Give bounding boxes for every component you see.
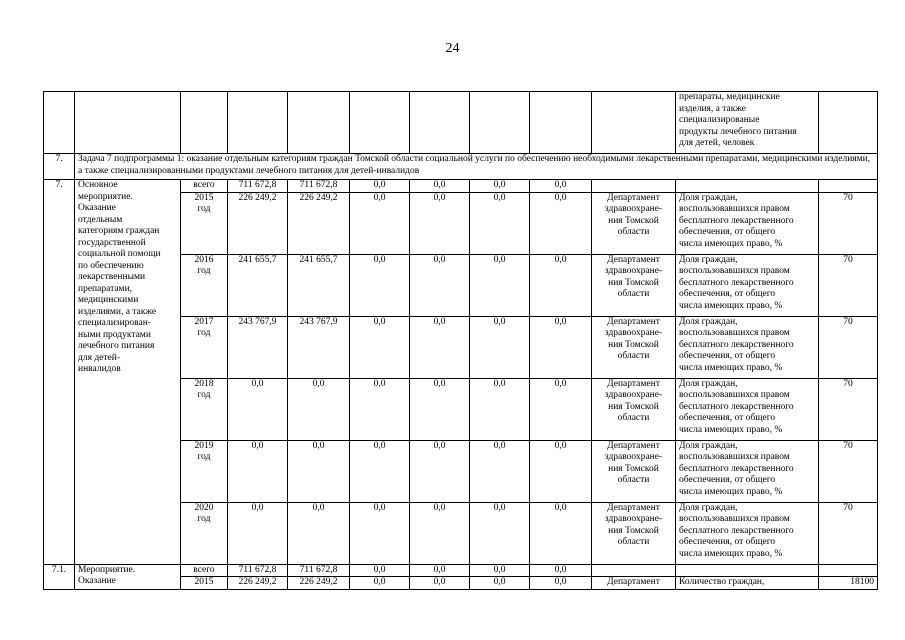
value-cell: 0,0 — [410, 440, 470, 502]
executor-cell: Департамент здравоохране- ния Томской области — [592, 440, 676, 502]
period-label: всего — [181, 564, 228, 577]
executor-cell: Департамент здравоохране- ния Томской области — [592, 502, 676, 564]
year-cell: 2017 год — [181, 316, 228, 378]
indicator-value: 70 — [819, 440, 878, 502]
value-cell: 0,0 — [470, 316, 530, 378]
value-cell: 0,0 — [530, 564, 592, 577]
value-cell: 0,0 — [350, 254, 410, 316]
value-cell: 0,0 — [228, 502, 288, 564]
measure-total-row — [44, 180, 878, 193]
indicator-cell: Количество граждан, — [676, 577, 819, 590]
value-cell: 0,0 — [288, 378, 350, 440]
value-cell: 0,0 — [470, 254, 530, 316]
indicator-cell: Доля граждан, воспользовавшихся правом бесплатного лекарственного обеспечения, от общего числа имеющих право, % — [676, 192, 819, 254]
value-cell: 0,0 — [530, 192, 592, 254]
value-cell: 711 672,8 — [228, 564, 288, 577]
value-cell: 0,0 — [530, 180, 592, 193]
value-cell: 0,0 — [530, 254, 592, 316]
task-row — [44, 154, 878, 180]
value-cell: 0,0 — [470, 378, 530, 440]
value-cell: 0,0 — [470, 564, 530, 577]
value-cell: 0,0 — [530, 378, 592, 440]
value-cell: 241 655,7 — [288, 254, 350, 316]
sub-measure-number: 7.1. — [44, 564, 75, 589]
value-cell: 0,0 — [410, 502, 470, 564]
value-cell: 0,0 — [350, 502, 410, 564]
indicator-cell: Доля граждан, воспользовавшихся правом бесплатного лекарственного обеспечения, от общего числа имеющих право, % — [676, 254, 819, 316]
value-cell: 0,0 — [350, 564, 410, 577]
year-cell: 2015 — [181, 577, 228, 590]
continuation-row — [44, 92, 878, 154]
value-cell: 243 767,9 — [228, 316, 288, 378]
value-cell: 0,0 — [350, 378, 410, 440]
value-cell: 0,0 — [350, 577, 410, 590]
executor-cell: Департамент здравоохране- ния Томской области — [592, 254, 676, 316]
value-cell: 243 767,9 — [288, 316, 350, 378]
value-cell: 0,0 — [470, 502, 530, 564]
value-cell: 226 249,2 — [288, 577, 350, 590]
task-number: 7. — [44, 154, 75, 180]
value-cell: 0,0 — [350, 192, 410, 254]
value-cell: 0,0 — [470, 192, 530, 254]
value-cell: 0,0 — [288, 440, 350, 502]
value-cell: 226 249,2 — [288, 192, 350, 254]
value-cell: 0,0 — [530, 577, 592, 590]
year-cell: 2015 год — [181, 192, 228, 254]
task-text: Задача 7 подпрограммы 1: оказание отдельным категориям граждан Томской области социальной услуги по обеспечению необходимыми лекарственными препаратами, медицинскими изделиями, а также специализированными продуктами лечебного питания для детей-инвалидов — [75, 154, 878, 180]
indicator-cell: препараты, медицинские изделия, а также специализированые продукты лечебного питания для детей, человек — [676, 92, 819, 154]
federal-value: 711 672,8 — [288, 180, 350, 193]
value-cell: 0,0 — [470, 180, 530, 193]
indicator-cell: Доля граждан, воспользовавшихся правом бесплатного лекарственного обеспечения, от общего числа имеющих право, % — [676, 502, 819, 564]
value-cell: 0,0 — [410, 254, 470, 316]
total-value: 711 672,8 — [228, 180, 288, 193]
program-table — [43, 91, 878, 590]
value-cell: 0,0 — [530, 316, 592, 378]
indicator-cell: Доля граждан, воспользовавшихся правом бесплатного лекарственного обеспечения, от общего числа имеющих право, % — [676, 440, 819, 502]
measure-number: 7. — [44, 180, 75, 565]
year-cell: 2019 год — [181, 440, 228, 502]
value-cell: 0,0 — [350, 440, 410, 502]
value-cell: 0,0 — [410, 180, 470, 193]
indicator-value: 70 — [819, 378, 878, 440]
measure-name: Основное мероприятие. Оказание отдельным категориям граждан государственной социальной помощи по обеспечению лекарственными препаратами, медицинскими изделиями, а также специализирован- ными продуктами лечебного питания для детей- инвалидов — [75, 180, 181, 565]
value-cell: 0,0 — [350, 316, 410, 378]
value-cell: 0,0 — [530, 502, 592, 564]
indicator-value: 70 — [819, 254, 878, 316]
executor-cell: Департамент здравоохране- ния Томской области — [592, 316, 676, 378]
value-cell: 226 249,2 — [228, 192, 288, 254]
period-label: всего — [181, 180, 228, 193]
value-cell: 711 672,8 — [288, 564, 350, 577]
value-cell: 0,0 — [350, 180, 410, 193]
year-cell: 2020 год — [181, 502, 228, 564]
sub-measure-name: Мероприятие. Оказание — [75, 564, 181, 589]
value-cell: 0,0 — [470, 577, 530, 590]
value-cell: 0,0 — [288, 502, 350, 564]
indicator-value: 70 — [819, 316, 878, 378]
indicator-cell: Доля граждан, воспользовавшихся правом бесплатного лекарственного обеспечения, от общего числа имеющих право, % — [676, 378, 819, 440]
value-cell: 241 655,7 — [228, 254, 288, 316]
value-cell: 0,0 — [410, 577, 470, 590]
indicator-cell: Доля граждан, воспользовавшихся правом бесплатного лекарственного обеспечения, от общего числа имеющих право, % — [676, 316, 819, 378]
value-cell: 226 249,2 — [228, 577, 288, 590]
value-cell: 0,0 — [228, 378, 288, 440]
value-cell: 0,0 — [228, 440, 288, 502]
executor-cell: Департамент здравоохране- ния Томской области — [592, 192, 676, 254]
value-cell: 0,0 — [410, 316, 470, 378]
page-number: 24 — [445, 41, 460, 56]
year-cell: 2018 год — [181, 378, 228, 440]
value-cell: 0,0 — [410, 192, 470, 254]
indicator-value: 70 — [819, 192, 878, 254]
value-cell: 0,0 — [470, 440, 530, 502]
indicator-value: 70 — [819, 502, 878, 564]
value-cell: 0,0 — [530, 440, 592, 502]
year-cell: 2016 год — [181, 254, 228, 316]
sub-measure-total-row — [44, 564, 878, 577]
indicator-value: 18100 — [819, 577, 878, 590]
executor-cell: Департамент — [592, 577, 676, 590]
executor-cell: Департамент здравоохране- ния Томской области — [592, 378, 676, 440]
value-cell: 0,0 — [410, 564, 470, 577]
value-cell: 0,0 — [410, 378, 470, 440]
